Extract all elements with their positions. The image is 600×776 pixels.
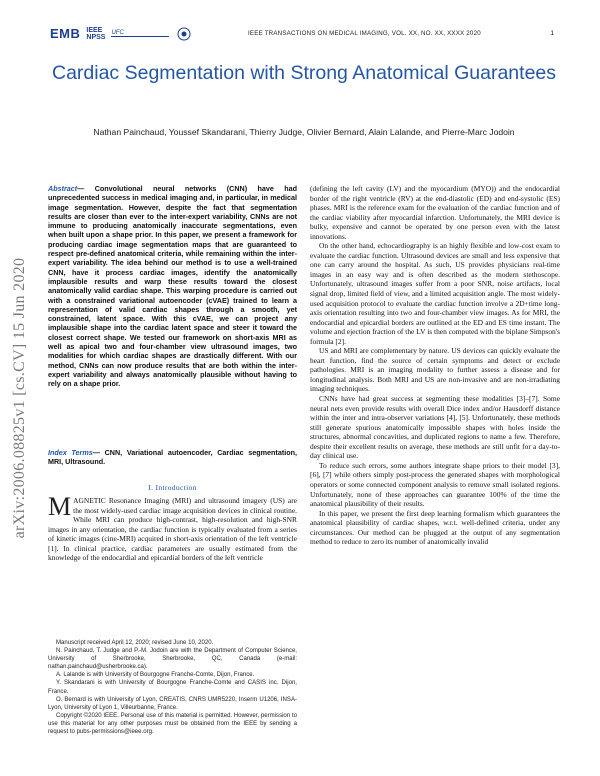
- footnote: Copyright ©2020 IEEE. Personal use of this material is permitted. However, permission to use this material for any other purposes must be obtained from the IEEE by sending a request to pubs-permissions@ieee.org.: [48, 712, 297, 736]
- ufc-logo: UFC: [111, 30, 169, 37]
- body-paragraph: To reduce such errors, some authors integrate shape priors to their model [3], [6], [7] while others simply post-process the generated shapes with morphological operators or some connected component analysis to remove small isolated regions. Unfortunately, none of these approaches can guarantee 100% of the time the anatomical plausibility of their results.: [310, 460, 560, 509]
- footnote: Manuscript received April 12, 2020; revised June 10, 2020.: [56, 640, 214, 646]
- drop-cap: M: [48, 492, 72, 521]
- author-list: Nathan Painchaud, Youssef Skandarani, Thierry Judge, Olivier Bernard, Alain Lalande, and Pierre-Marc Jodoin: [93, 127, 515, 137]
- body-paragraph: On the other hand, echocardiography is an highly flexible and low-cost exam to evaluate the cardiac function. Ultrasound devices are small and less expensive that one can carry around the hospital. As such, US provides physicians real-time images in an easy way and is often described as the modern stethoscope. Unfortunately, ultrasound images suffer from a poor SNR, noise artifacts, local signal drop, limited field of view, and a limited acquisition angle. The most widely-used acquisition protocol to evaluate the cardiac function involve a 2D+time long-axis orientation resulting into two and four-chamber view images. As for MRI, the endocardial and epicardial borders are outlined at the ED and ES time instant. The volume and ejection fraction of the LV is then computed with the biplane Simpson's formula [2].: [310, 241, 560, 346]
- npss-logo-text: NPSS: [86, 33, 106, 41]
- footnote: A. Lalande is with University of Bourgogne Franche-Comte, Dijon, France.: [56, 672, 255, 679]
- footnote: Y. Skandarani is with University of Bourgogne Franche-Comte and CASIS inc. Dijon, France.: [48, 680, 297, 695]
- right-column-body: [310, 184, 560, 547]
- abstract-lead: Abstract: [48, 184, 78, 193]
- index-terms: [48, 448, 297, 467]
- journal-name: IEEE TRANSACTIONS ON MEDICAL IMAGING, VOL. XX, NO. XX, XXXX 2020: [248, 30, 481, 37]
- body-paragraph: (defining the left cavity (LV) and the myocardium (MYO)) and the endocardial border of the right ventricle (RV) at the end-diastolic (ED) and end-systolic (ES) phases. MRI is the reference exam for the evaluation of the cardiac function and of the cardiac viability after myocardial infarction. Unfortunately, the MRI device is bulky, expensive and cannot be operated by one person even with the latest innovations.: [310, 184, 560, 241]
- section-heading-introduction: I. Introduction: [148, 483, 197, 492]
- paper-title: Cardiac Segmentation with Strong Anatomical Guarantees: [51, 62, 557, 84]
- index-terms-lead: Index Terms: [48, 448, 93, 457]
- abstract: [48, 184, 297, 389]
- index-terms-text: — CNN, Variational autoencoder, Cardiac segmentation, MRI, Ultrasound.: [48, 448, 297, 467]
- footnote: N. Painchaud, T. Judge and P.-M. Jodoin are with the Department of Computer Science, University of Sherbrooke, Sherbrooke, QC, Canada (e-mail: nathan.painchaud@usherbrooke.ca).: [48, 648, 297, 671]
- ieee-npss-logo: [86, 27, 105, 41]
- emb-logo: EMB: [50, 26, 81, 41]
- page-header: [50, 26, 558, 52]
- arxiv-stamp: [10, 225, 30, 570]
- arxiv-stamp-text: arXiv:2006.08825v1 [cs.CV] 15 Jun 2020: [11, 257, 28, 538]
- page-number: 1: [550, 30, 554, 37]
- ieee-logo-text: IEEE: [86, 26, 103, 34]
- body-paragraph: US and MRI are complementary by nature. US devices can quickly evaluate the heart function, find the source of certain symptoms and detect or exclude pathologies. MRI is an imaging modality to further assess a disease and for longitudinal analysis. Both MRI and US are non-invasive and are non-irradiating imaging techniques.: [310, 346, 560, 394]
- introduction-paragraph: [48, 492, 297, 563]
- body-paragraph: CNNs have had great success at segmenting these modalities [3]–[7]. Some neural nets even provide results with overall Dice index and/or Hausdorff distance within the inter and intra-observer variations [4], [5]. Unfortunately, these methods still generate spurious anatomically impossible shapes with holes inside the structures, abnormal concavities, and duplicated regions to name a few. Therefore, despite their excellent results on average, these methods are still unfit for a day-to-day clinical use.: [310, 394, 560, 461]
- header-logos: [50, 26, 193, 41]
- footnotes: [48, 639, 297, 736]
- society-seal-icon: [175, 27, 193, 41]
- footnote: O. Bernard is with University of Lyon, CREATIS, CNRS UMR5220, Inserm U1206, INSA-Lyon, University of Lyon 1, Villeurbanne, France.: [48, 696, 297, 711]
- body-paragraph: In this paper, we present the first deep learning formalism which guarantees the anatomical plausibility of cardiac shapes, w.r.t. well-defined criteria, under any circumstances. Our method can be plugged at the output of any segmentation method to reduce to zero its number of anatomically invalid: [310, 508, 560, 547]
- abstract-text: — Convolutional neural networks (CNN) have had unprecedented success in medical imaging and, in particular, in medical image segmentation. However, despite the fact that segmentation results are closer than ever to the inter-expert variability, CNNs are not immune to producing anatomically inaccurate segmentations, even when built upon a shape prior. In this paper, we present a framework for producing cardiac image segmentation maps that are guaranteed to respect pre-defined anatomical criteria, while remaining within the inter-expert variability. The idea behind our method is to use a well-trained CNN, have it process cardiac images, identify the anatomically implausible results and warp these results toward the closest anatomically valid cardiac shape. This warping procedure is carried out with a constrained variational autoencoder (cVAE) trained to learn a representation of valid cardiac shapes through a smooth, yet constrained, latent space. With this cVAE, we can project any implausible shape into the cardiac latent space and steer it toward the closest correct shape. We tested our framework on short-axis MRI as well as apical two and four-chamber view ultrasound images, two modalities for which cardiac shapes are drastically different. With our method, CNNs can now produce results that are both within the inter-expert variability and always anatomically plausible without having to rely on a shape prior.: [48, 184, 297, 389]
- introduction-text: AGNETIC Resonance Imaging (MRI) and ultrasound imagery (US) are the most widely-used cardiac image acquisition devices in clinical routine. While MRI can produce high-contrast, high-resolution and high-SNR images in any orientation, the cardiac function is typically evaluated from a series of kinetic images (cine-MRI) acquired in short-axis orientation of the left ventricle [1]. In clinical practice, cardiac parameters are usually estimated from the knowledge of the endocardial and epicardial borders of the left ventricle: [48, 496, 297, 563]
